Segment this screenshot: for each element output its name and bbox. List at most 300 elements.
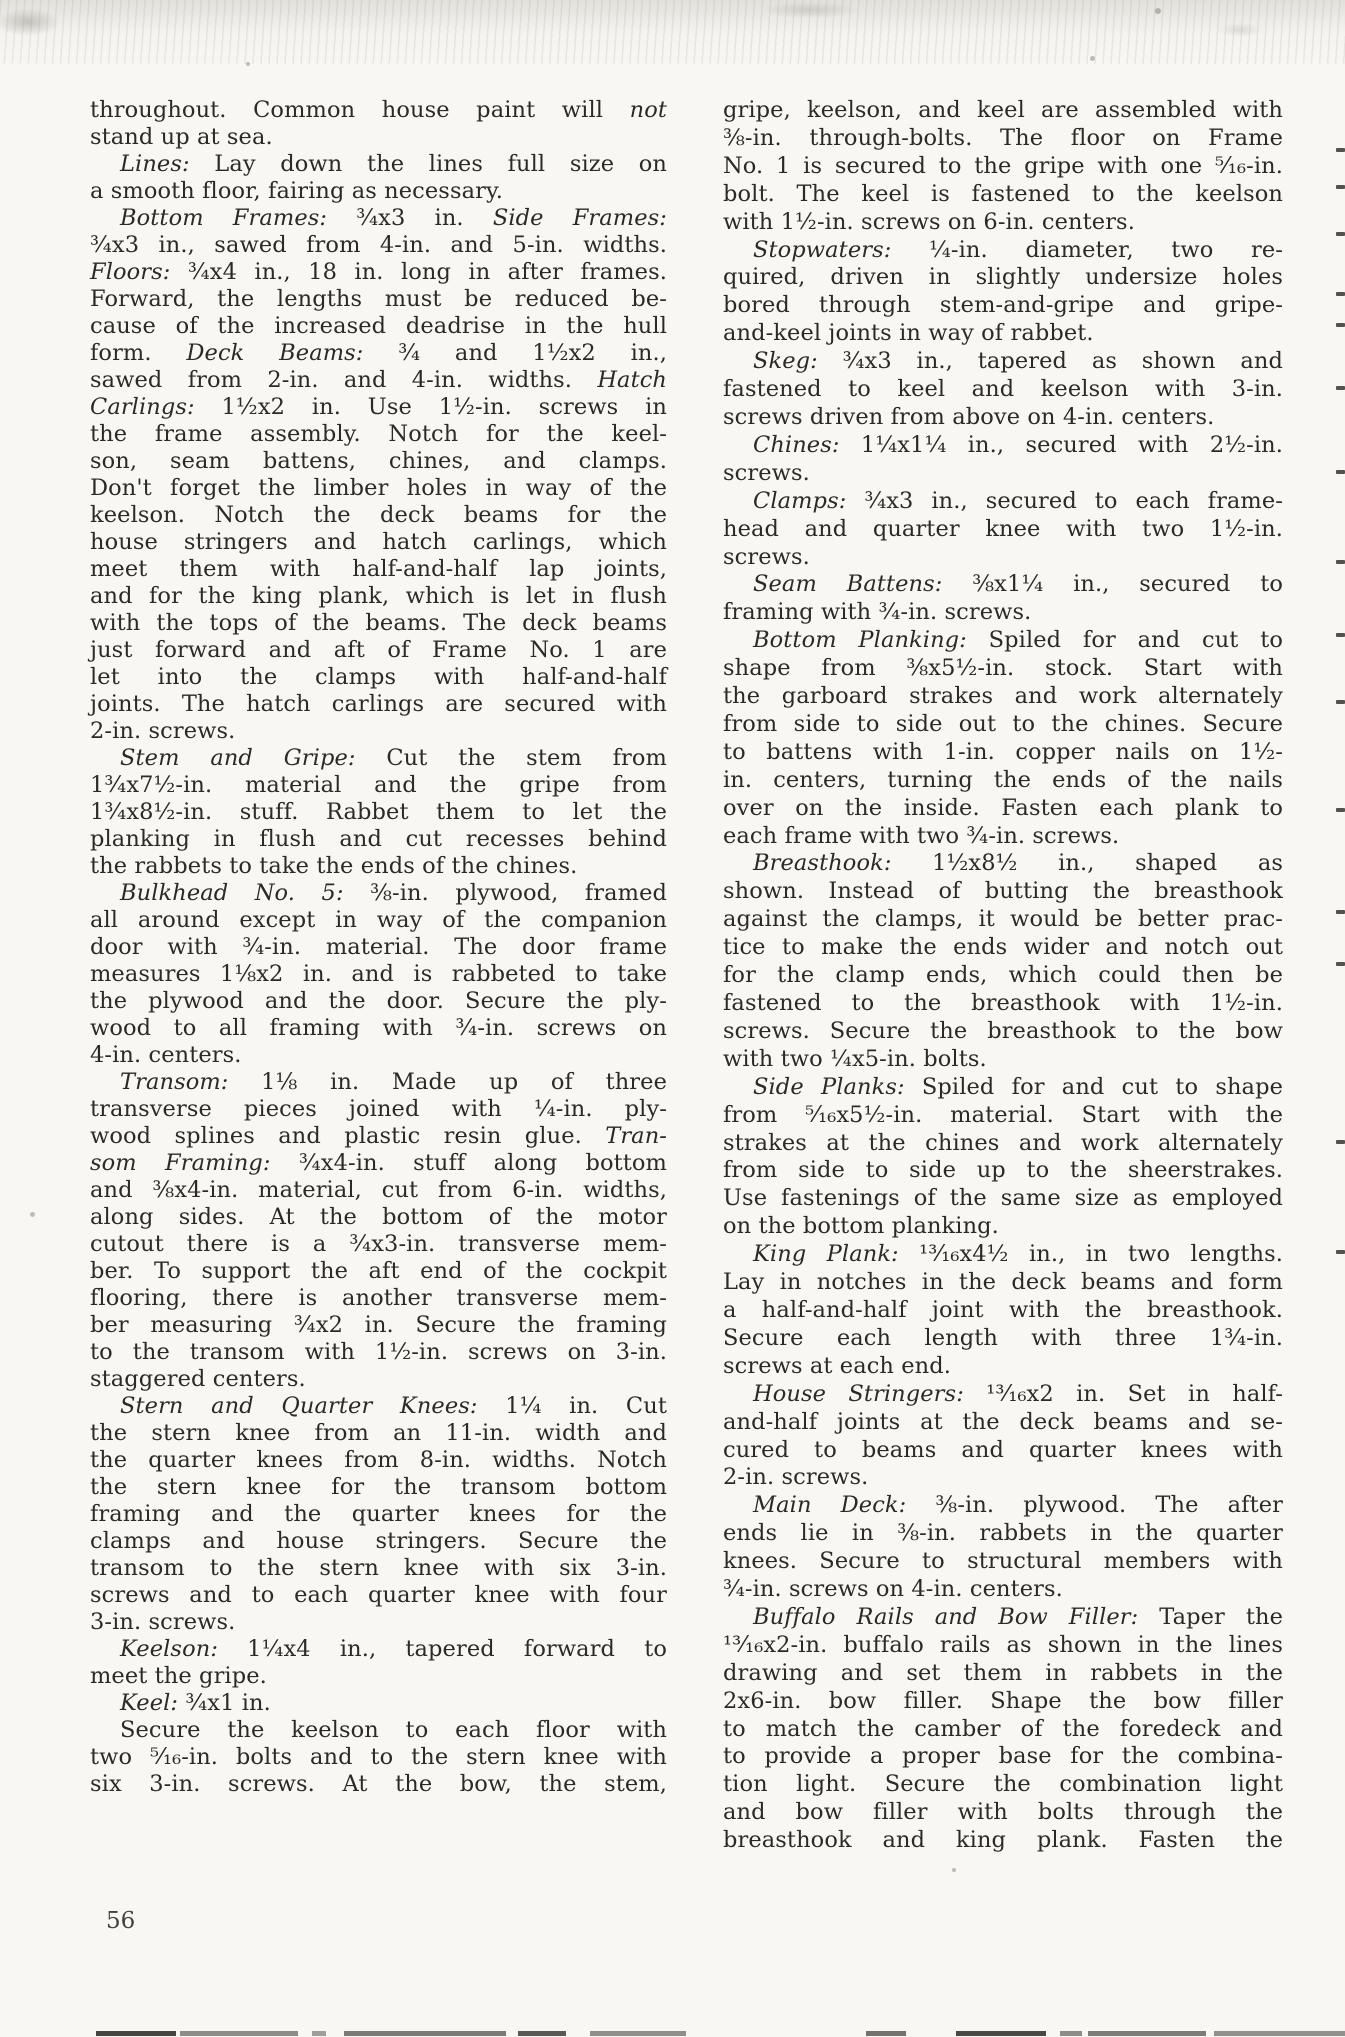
text-run: and bow filler with bolts through the xyxy=(723,1799,1283,1826)
bottom-crop-mark xyxy=(96,2031,176,2036)
text-run: all around except in way of the companion xyxy=(90,907,667,933)
text-line xyxy=(723,1604,1283,1632)
text-run: screws at each end. xyxy=(723,1352,952,1379)
text-run: ¾x3 in., sawed from 4-in. and 5-in. widths. xyxy=(90,232,667,258)
column-right xyxy=(723,97,1283,1855)
page-edge-mark xyxy=(1336,292,1345,296)
text-run: the frame assembly. Notch for the keel- xyxy=(90,421,667,447)
top-scan-noise xyxy=(0,0,1345,64)
text-run: to match the camber of the foredeck and xyxy=(723,1715,1283,1742)
text-line xyxy=(90,1501,667,1528)
text-run: No. 1 is secured to the gripe with one ⁵⁄₁₆-in. xyxy=(723,152,1283,179)
text-line xyxy=(90,502,667,529)
text-line xyxy=(90,1366,667,1393)
text-run: ¼-in. diameter, two re- xyxy=(891,236,1283,263)
text-line xyxy=(90,97,667,124)
text-line xyxy=(723,850,1283,878)
text-line xyxy=(723,1018,1283,1046)
text-run: the garboard strakes and work alternately xyxy=(723,683,1283,710)
text-run: 1¼ in. Cut xyxy=(477,1393,667,1419)
text-line xyxy=(90,664,667,691)
text-line xyxy=(90,151,667,178)
text-line xyxy=(90,1663,667,1690)
text-run: fastened to keel and keelson with 3-in. xyxy=(723,376,1283,403)
text-run: bolt. The keel is fastened to the keelson xyxy=(723,180,1283,207)
text-run: Forward, the lengths must be reduced be- xyxy=(90,286,667,312)
text-run: 1¾x7½-in. material and the gripe from xyxy=(90,772,667,798)
text-line xyxy=(723,1213,1283,1241)
text-run: son, seam battens, chines, and clamps. xyxy=(90,448,667,474)
italic-run: Bulkhead No. 5: xyxy=(120,880,344,906)
text-run: 1⅛ in. Made up of three xyxy=(228,1069,667,1095)
text-run: transverse pieces joined with ¼-in. ply- xyxy=(90,1096,667,1122)
text-run: breasthook and king plank. Fasten the xyxy=(723,1827,1283,1854)
text-run: ends lie in ⅜-in. rabbets in the quarter xyxy=(723,1520,1283,1547)
text-run: Lay in notches in the deck beams and form xyxy=(723,1269,1283,1296)
italic-run: House Stringers: xyxy=(753,1380,964,1407)
text-run: quired, driven in slightly undersize holes xyxy=(723,264,1283,291)
text-run: and-half joints at the deck beams and se- xyxy=(723,1408,1283,1435)
text-run: from side to side out to the chines. Secure xyxy=(723,710,1283,737)
text-run: cured to beams and quarter knees with xyxy=(723,1436,1283,1463)
text-run: shown. Instead of butting the breasthook xyxy=(723,878,1283,905)
text-line xyxy=(90,880,667,907)
text-run: screws. xyxy=(723,459,810,486)
bottom-crop-mark xyxy=(180,2031,298,2036)
italic-run: Seam Battens: xyxy=(753,571,943,598)
text-line xyxy=(723,767,1283,795)
text-line xyxy=(90,610,667,637)
page-edge-mark xyxy=(1336,185,1345,189)
text-line xyxy=(90,583,667,610)
italic-run: som Framing: xyxy=(90,1150,271,1176)
text-line xyxy=(723,460,1283,488)
text-line xyxy=(723,627,1283,655)
italic-run: Lines: xyxy=(120,151,190,177)
text-run: Spiled for and cut to xyxy=(966,627,1283,654)
text-line xyxy=(723,488,1283,516)
text-run: 1¼x4 in., tapered forward to xyxy=(218,1636,667,1662)
text-line xyxy=(723,795,1283,823)
text-line xyxy=(723,1576,1283,1604)
text-run: framing and the quarter knees for the xyxy=(90,1501,667,1527)
text-line xyxy=(723,153,1283,181)
text-line xyxy=(90,124,667,151)
bottom-crop-mark xyxy=(590,2031,686,2036)
text-run: with 1½-in. screws on 6-in. centers. xyxy=(723,208,1135,235)
text-run: ¾x3 in. xyxy=(327,205,493,231)
italic-run: Hatch xyxy=(597,367,667,393)
text-line xyxy=(723,1827,1283,1855)
text-run: drawing and set them in rabbets in the xyxy=(723,1659,1283,1686)
bottom-crop-mark xyxy=(518,2031,566,2036)
italic-run: Keelson: xyxy=(120,1636,218,1662)
text-line xyxy=(723,1716,1283,1744)
text-line xyxy=(723,711,1283,739)
text-run: ¾x3 in., tapered as shown and xyxy=(817,348,1283,375)
text-run: wood to all framing with ¾-in. screws on xyxy=(90,1015,667,1041)
text-run: Use fastenings of the same size as employed xyxy=(723,1185,1283,1212)
text-run: strakes at the chines and work alternately xyxy=(723,1129,1283,1156)
text-line xyxy=(723,292,1283,320)
text-run: framing with ¾-in. screws. xyxy=(723,599,1032,626)
italic-run: Clamps: xyxy=(753,487,847,514)
text-run: 3-in. screws. xyxy=(90,1609,236,1635)
text-line xyxy=(90,367,667,394)
text-run: Taper the xyxy=(1138,1603,1283,1630)
text-line xyxy=(723,1074,1283,1102)
bottom-crop-mark xyxy=(1214,2031,1345,2036)
text-run: head and quarter knee with two 1½-in. xyxy=(723,515,1283,542)
text-line xyxy=(90,1690,667,1717)
page-edge-mark xyxy=(1336,323,1345,327)
text-run: the rabbets to take the ends of the chines. xyxy=(90,853,578,879)
text-line xyxy=(90,1474,667,1501)
text-line xyxy=(723,516,1283,544)
text-run: 1½x2 in. Use 1½-in. screws in xyxy=(194,394,667,420)
text-run: six 3-in. screws. At the bow, the stem, xyxy=(90,1771,667,1797)
text-line xyxy=(90,853,667,880)
text-line xyxy=(90,205,667,232)
text-line xyxy=(90,1177,667,1204)
text-line xyxy=(723,264,1283,292)
text-line xyxy=(723,1185,1283,1213)
text-run: a smooth floor, fairing as necessary. xyxy=(90,178,504,204)
text-run: ¾x1 in. xyxy=(178,1690,271,1716)
text-run: 1¾x8½-in. stuff. Rabbet them to let the xyxy=(90,799,667,825)
text-run: 4-in. centers. xyxy=(90,1042,242,1068)
text-line xyxy=(90,1096,667,1123)
italic-run: Breasthook: xyxy=(753,850,892,877)
text-run: over on the inside. Fasten each plank to xyxy=(723,794,1283,821)
italic-run: Carlings: xyxy=(90,394,195,420)
text-run: 1¼x1¼ in., secured with 2½-in. xyxy=(839,431,1283,458)
page-edge-mark xyxy=(1336,1140,1345,1144)
text-line xyxy=(723,1771,1283,1799)
text-line xyxy=(723,1102,1283,1130)
text-run: ⅜-in. plywood. The after xyxy=(906,1492,1283,1519)
text-line xyxy=(90,1285,667,1312)
text-run: against the clamps, it would be better prac- xyxy=(723,906,1283,933)
text-run: along sides. At the bottom of the motor xyxy=(90,1204,667,1230)
text-run: and for the king plank, which is let in flush xyxy=(90,583,667,609)
text-line xyxy=(723,990,1283,1018)
text-run: ⅜-in. through-bolts. The floor on Frame xyxy=(723,124,1283,151)
text-line xyxy=(90,907,667,934)
text-run: a half-and-half joint with the breasthook. xyxy=(723,1296,1283,1323)
page-edge-mark xyxy=(1336,560,1345,564)
text-line xyxy=(723,1632,1283,1660)
text-line xyxy=(90,394,667,421)
text-run: and ⅜x4-in. material, cut from 6-in. widths, xyxy=(90,1177,667,1203)
text-line xyxy=(90,178,667,205)
column-left xyxy=(90,97,667,1798)
text-line xyxy=(90,1555,667,1582)
text-line xyxy=(90,556,667,583)
bottom-crop-mark xyxy=(1060,2031,1082,2036)
text-line xyxy=(90,826,667,853)
text-run: screws. xyxy=(723,543,810,570)
page-edge-mark xyxy=(1336,470,1345,474)
text-run: tice to make the ends wider and notch out xyxy=(723,934,1283,961)
text-line xyxy=(90,259,667,286)
italic-run: Deck Beams: xyxy=(186,340,364,366)
text-run: to the transom with 1½-in. screws on 3-in. xyxy=(90,1339,667,1365)
text-run: measures 1⅛x2 in. and is rabbeted to take xyxy=(90,961,667,987)
scan-speck xyxy=(952,1868,956,1872)
text-line xyxy=(723,1381,1283,1409)
italic-run: Skeg: xyxy=(753,348,818,375)
text-line xyxy=(90,1015,667,1042)
text-run: in. centers, turning the ends of the nails xyxy=(723,766,1283,793)
text-line xyxy=(90,1042,667,1069)
text-line xyxy=(90,421,667,448)
italic-run: King Plank: xyxy=(753,1241,899,1268)
text-run: flooring, there is another transverse mem- xyxy=(90,1285,667,1311)
text-line xyxy=(723,1409,1283,1437)
text-line xyxy=(723,1437,1283,1465)
text-run: joints. The hatch carlings are secured with xyxy=(90,691,667,717)
text-run: cause of the increased deadrise in the hull xyxy=(90,313,667,339)
text-run: to battens with 1-in. copper nails on 1½- xyxy=(723,738,1283,765)
text-run: stand up at sea. xyxy=(90,124,273,150)
text-run: tion light. Secure the combination light xyxy=(723,1771,1283,1798)
text-run: 1½x8½ in., shaped as xyxy=(891,850,1283,877)
italic-run: Stern and Quarter Knees: xyxy=(120,1393,478,1419)
text-line xyxy=(90,1258,667,1285)
bottom-crop-mark xyxy=(956,2031,1046,2036)
text-run: from side to side up to the sheerstrakes. xyxy=(723,1157,1283,1184)
italic-run: Bottom Frames: xyxy=(120,205,328,231)
text-line xyxy=(90,772,667,799)
text-run: transom to the stern knee with six 3-in. xyxy=(90,1555,667,1581)
text-run: house stringers and hatch carlings, which xyxy=(90,529,667,555)
text-run: ⅜-in. plywood, framed xyxy=(343,880,667,906)
text-run: screws. Secure the breasthook to the bow xyxy=(723,1017,1283,1044)
text-run: the stern knee from an 11-in. width and xyxy=(90,1420,667,1446)
text-line xyxy=(723,1743,1283,1771)
text-run: the quarter knees from 8-in. widths. Notch xyxy=(90,1447,667,1473)
text-run: ⅜x1¼ in., secured to xyxy=(942,571,1283,598)
text-line xyxy=(90,1420,667,1447)
text-line xyxy=(90,1069,667,1096)
text-line xyxy=(723,655,1283,683)
text-run: throughout. Common house paint will xyxy=(90,97,630,123)
text-line xyxy=(723,571,1283,599)
text-line xyxy=(90,1771,667,1798)
text-line xyxy=(90,718,667,745)
text-run: ber measuring ¾x2 in. Secure the framing xyxy=(90,1312,667,1338)
text-run: meet them with half-and-half lap joints, xyxy=(90,556,667,582)
text-run: fastened to the breasthook with 1½-in. xyxy=(723,990,1283,1016)
text-run: Lay down the lines full size on xyxy=(189,151,667,177)
text-run: screws driven from above on 4-in. centers. xyxy=(723,403,1215,430)
text-line xyxy=(723,237,1283,265)
page-number: 56 xyxy=(106,1908,136,1934)
page-edge-mark xyxy=(1336,910,1345,914)
text-run: bored through stem-and-gripe and gripe- xyxy=(723,292,1283,319)
text-run: wood splines and plastic resin glue. xyxy=(90,1123,606,1149)
text-run: the stern knee for the transom bottom xyxy=(90,1474,667,1500)
text-line xyxy=(90,1717,667,1744)
text-line xyxy=(723,97,1283,125)
text-run: from ⁵⁄₁₆x5½-in. material. Start with the xyxy=(723,1101,1283,1128)
text-run: Cut the stem from xyxy=(355,745,667,771)
text-line xyxy=(90,1312,667,1339)
text-run: form. xyxy=(90,340,187,366)
italic-run: Buffalo Rails and Bow Filler: xyxy=(753,1603,1139,1630)
text-line xyxy=(723,599,1283,627)
text-line xyxy=(723,1520,1283,1548)
text-line xyxy=(90,340,667,367)
text-run: ¹³⁄₁₆x2 in. Set in half- xyxy=(963,1380,1283,1407)
text-line xyxy=(90,745,667,772)
text-run: let into the clamps with half-and-half xyxy=(90,664,667,690)
text-run: on the bottom planking. xyxy=(723,1213,999,1240)
text-run: clamps and house stringers. Secure the xyxy=(90,1528,667,1554)
page-edge-mark xyxy=(1336,700,1345,704)
text-line xyxy=(90,1609,667,1636)
text-line xyxy=(723,1353,1283,1381)
text-line xyxy=(90,799,667,826)
scan-speck xyxy=(1090,56,1095,61)
bottom-crop-mark xyxy=(312,2031,326,2036)
text-line xyxy=(723,1130,1283,1158)
text-run: for the clamp ends, which could then be xyxy=(723,962,1283,989)
italic-run: Transom: xyxy=(120,1069,229,1095)
text-run: screws and to each quarter knee with four xyxy=(90,1582,667,1608)
text-line xyxy=(723,125,1283,153)
text-line xyxy=(90,691,667,718)
text-line xyxy=(723,1325,1283,1353)
text-line xyxy=(90,1582,667,1609)
italic-run: Keel: xyxy=(120,1690,179,1716)
text-line xyxy=(90,1636,667,1663)
text-run: 2-in. screws. xyxy=(90,718,236,744)
text-line xyxy=(723,906,1283,934)
page-edge-mark xyxy=(1336,232,1345,236)
text-line xyxy=(90,286,667,313)
text-run: staggered centers. xyxy=(90,1366,306,1392)
page-edge-mark xyxy=(1336,808,1345,812)
text-line xyxy=(90,1393,667,1420)
text-line xyxy=(723,376,1283,404)
text-run: Secure the keelson to each floor with xyxy=(120,1717,667,1743)
text-run: knees. Secure to structural members with xyxy=(723,1548,1283,1575)
page-edge-mark xyxy=(1336,148,1345,152)
text-line xyxy=(723,1688,1283,1716)
text-line xyxy=(723,209,1283,237)
text-run: Secure each length with three 1¾-in. xyxy=(723,1324,1283,1351)
text-line xyxy=(723,1046,1283,1074)
text-run: Spiled for and cut to shape xyxy=(904,1073,1283,1100)
text-line xyxy=(90,1231,667,1258)
text-run: two ⁵⁄₁₆-in. bolts and to the stern knee with xyxy=(90,1744,667,1770)
text-line xyxy=(90,961,667,988)
text-run: ¾x4 in., 18 in. long in after frames. xyxy=(170,259,667,285)
text-line xyxy=(723,823,1283,851)
text-run: 2-in. screws. xyxy=(723,1464,869,1491)
text-line xyxy=(723,348,1283,376)
text-run: with the tops of the beams. The deck beams xyxy=(90,610,667,636)
italic-run: Bottom Planking: xyxy=(753,627,967,654)
page-edge-mark xyxy=(1336,1250,1345,1254)
scan-speck xyxy=(30,1212,35,1217)
text-run: just forward and aft of Frame No. 1 are xyxy=(90,637,667,663)
italic-run: Side Frames: xyxy=(492,205,667,231)
bottom-crop-mark xyxy=(866,2031,906,2036)
italic-run: Stopwaters: xyxy=(753,236,892,263)
text-line xyxy=(90,1744,667,1771)
italic-run: Stem and Gripe: xyxy=(120,745,356,771)
text-line xyxy=(90,988,667,1015)
text-run: ¾x4-in. stuff along bottom xyxy=(270,1150,667,1176)
text-line xyxy=(90,934,667,961)
text-line xyxy=(723,683,1283,711)
text-run: ¹³⁄₁₆x4½ in., in two lengths. xyxy=(898,1241,1283,1268)
text-line xyxy=(723,1660,1283,1688)
text-line xyxy=(90,1204,667,1231)
text-run: the plywood and the door. Secure the ply- xyxy=(90,988,667,1014)
text-line xyxy=(723,962,1283,990)
text-line xyxy=(723,404,1283,432)
text-line xyxy=(723,1297,1283,1325)
text-line xyxy=(723,1241,1283,1269)
text-line xyxy=(90,637,667,664)
text-line xyxy=(90,529,667,556)
bottom-crop-mark xyxy=(1088,2031,1206,2036)
text-line xyxy=(723,432,1283,460)
italic-run: Main Deck: xyxy=(753,1492,907,1519)
text-line xyxy=(723,1799,1283,1827)
text-line xyxy=(90,1339,667,1366)
text-run: each frame with two ¾-in. screws. xyxy=(723,822,1120,849)
text-line xyxy=(90,448,667,475)
text-run: with two ¼x5-in. bolts. xyxy=(723,1045,987,1072)
italic-run: Floors: xyxy=(90,259,171,285)
text-run: sawed from 2-in. and 4-in. widths. xyxy=(90,367,598,393)
scan-speck xyxy=(1155,8,1161,14)
text-run: ¾-in. screws on 4-in. centers. xyxy=(723,1576,1063,1603)
text-run: door with ¾-in. material. The door frame xyxy=(90,934,667,960)
text-line xyxy=(90,232,667,259)
text-run: shape from ⅜x5½-in. stock. Start with xyxy=(723,655,1283,682)
text-run: ¾x3 in., secured to each frame- xyxy=(846,487,1283,514)
page-edge-mark xyxy=(1336,962,1345,966)
text-line xyxy=(90,1123,667,1150)
text-line xyxy=(723,544,1283,572)
text-line xyxy=(90,1528,667,1555)
page-edge-mark xyxy=(1336,386,1345,390)
text-run: planking in flush and cut recesses behind xyxy=(90,826,667,852)
text-line xyxy=(90,1447,667,1474)
text-line xyxy=(723,1492,1283,1520)
bottom-crop-mark xyxy=(344,2031,506,2036)
text-line xyxy=(723,739,1283,767)
italic-run: Side Planks: xyxy=(753,1073,905,1100)
text-line xyxy=(723,934,1283,962)
text-run: and-keel joints in way of rabbet. xyxy=(723,320,1094,347)
text-run: 2x6-in. bow filler. Shape the bow filler xyxy=(723,1687,1283,1714)
text-line xyxy=(723,320,1283,348)
text-line xyxy=(723,1157,1283,1185)
text-run: to provide a proper base for the combina- xyxy=(723,1743,1283,1770)
text-run: cutout there is a ¾x3-in. transverse mem- xyxy=(90,1231,667,1257)
text-run: ¹³⁄₁₆x2-in. buffalo rails as shown in the lines xyxy=(723,1631,1283,1658)
text-run: ¾ and 1½x2 in., xyxy=(363,340,667,366)
text-line xyxy=(90,1150,667,1177)
page-edge-mark xyxy=(1336,633,1345,637)
